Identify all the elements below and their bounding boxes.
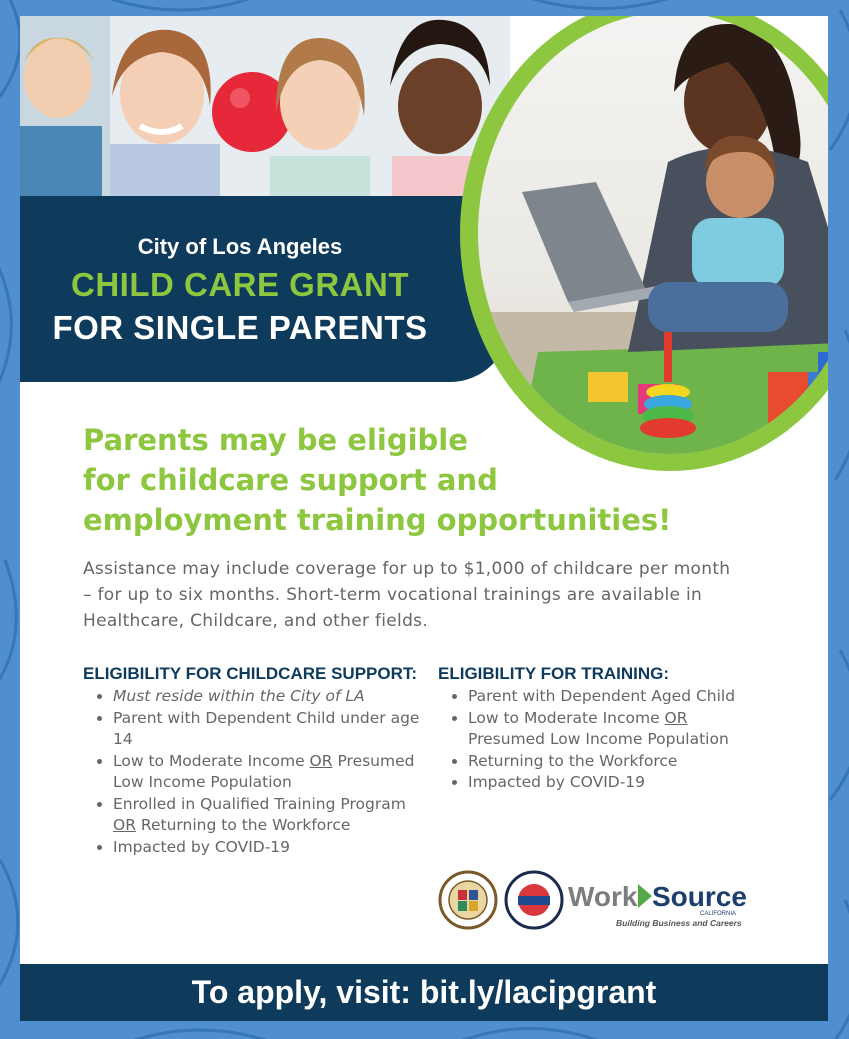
list-item — [113, 794, 433, 837]
headline-line-3: employment training opportunities! — [83, 503, 672, 537]
worksource-tagline: Building Business and Careers — [616, 918, 742, 928]
list-item: • Impacted by COVID-19 — [468, 772, 758, 794]
worksource-state-text: CALIFORNIA — [700, 911, 737, 917]
list-item: • Parent with Dependent Child under age 14 — [113, 708, 433, 751]
worksource-source-text: Source — [652, 881, 747, 912]
children-photo — [20, 16, 510, 196]
list-item: • Parent with Dependent Aged Child — [468, 686, 758, 708]
partner-logos — [438, 866, 768, 936]
list-item-text: Enrolled in Qualified Training Program — [113, 794, 406, 813]
city-seal-logo — [440, 872, 496, 928]
assistance-description: Assistance may include coverage for up to $1,000 of childcare per month – for up to six months. Short-term vocational trainings are available in Healthcare, Childcare, and other fields. — [83, 559, 731, 631]
training-eligibility-section — [438, 664, 758, 794]
arrow-icon — [638, 884, 652, 908]
list-item — [113, 751, 433, 794]
list-item-text: Low to Moderate Income — [468, 708, 665, 727]
children-photo-illustration — [20, 16, 510, 196]
list-item-text: Presumed Low Income Population — [468, 730, 729, 748]
or-emphasis: OR — [309, 751, 333, 770]
list-item — [468, 708, 758, 751]
worksource-logo — [568, 881, 747, 928]
grant-title: CHILD CARE GRANT — [71, 266, 409, 303]
audience-title: FOR SINGLE PARENTS — [52, 309, 428, 346]
list-item-text: Low to Moderate Income — [113, 751, 310, 770]
eligibility-headline — [83, 420, 783, 540]
apply-footer: To apply, visit: bit.ly/lacipgrant — [20, 964, 828, 1021]
headline-line-2: for childcare support and — [83, 463, 498, 497]
list-item-text: Returning to the Workforce — [135, 816, 351, 834]
training-eligibility-heading: ELIGIBILITY FOR TRAINING: — [438, 664, 670, 683]
partner-logos-graphic — [438, 866, 768, 936]
childcare-eligibility-list — [83, 686, 433, 858]
city-title: City of Los Angeles — [137, 234, 343, 259]
list-item: • Impacted by COVID-19 — [113, 837, 433, 859]
ewdd-logo — [506, 872, 562, 928]
worksource-work-text: Work — [568, 881, 638, 912]
list-item-text: Presumed Low Income Population — [113, 751, 415, 791]
childcare-eligibility-heading: ELIGIBILITY FOR CHILDCARE SUPPORT: — [83, 664, 418, 683]
headline-line-1: Parents may be eligible — [83, 423, 468, 457]
childcare-eligibility-section — [83, 664, 433, 858]
or-emphasis: OR — [664, 708, 688, 727]
flyer-card — [20, 16, 828, 1021]
list-item: • Returning to the Workforce — [468, 751, 758, 773]
training-eligibility-list — [438, 686, 758, 794]
or-emphasis: OR — [113, 816, 136, 834]
list-item: • Must reside within the City of LA — [113, 686, 433, 708]
